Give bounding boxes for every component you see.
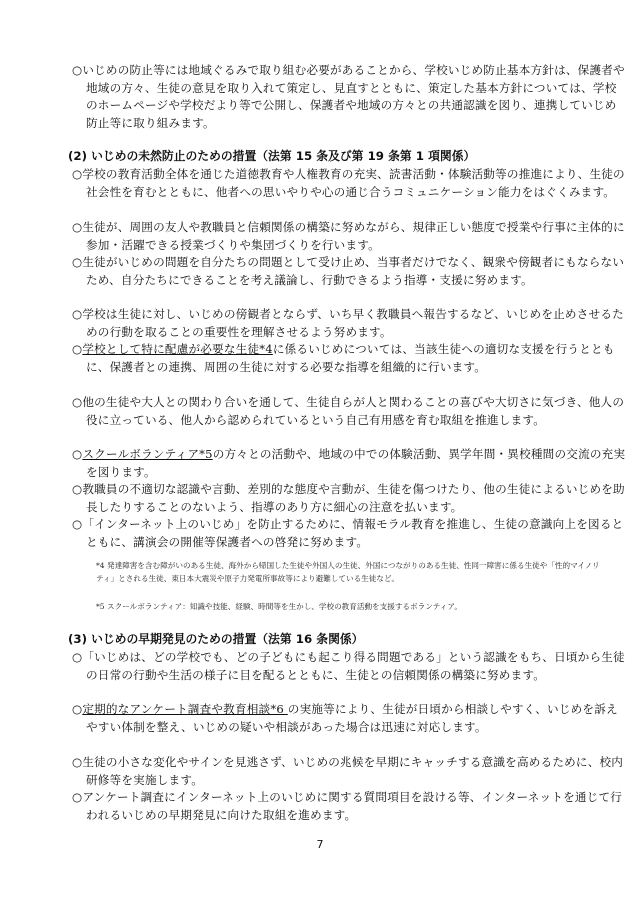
s3-item-2 (72, 701, 626, 736)
s2-item-8: ○教職員の不適切な認識や言動、差別的な態度や言動が、生徒を傷つけたり、他の生徒によるいじめを助長したりすることのないよう、指導のあり方に細心の注意を払います。 (72, 482, 625, 514)
s2-item-7-rest: の方々との活動や、地域の中での体験活動、異学年間・異校種間の交流の充実を図ります。 (86, 447, 626, 479)
s3-item-2-underlined: 定期的なアンケート調査や教育相談*6 (82, 702, 288, 716)
s3-item-4: ○アンケート調査にインターネット上のいじめに関する質問項目を設ける等、インターネットを通じて行われるいじめの早期発見に向けた取組を進めます。 (72, 790, 623, 822)
s3-item-2-rest: の実施等により、生徒が日頃から相談しやすく、いじめを訴えやすい体制を整え、いじめの疑いや相談があった場合は迅速に対応します。 (86, 702, 618, 734)
section-2-heading: (2) いじめの未然防止のための措置（法第 15 条及び第 19 条第 1 項関係） (68, 149, 476, 163)
s3-item-2-prefix: ○ (72, 702, 83, 716)
s2-item-4: ○学校は生徒に対し、いじめの傍観者とならず、いち早く教職員へ報告するなど、いじめを止めさせるための行動を取ることの重要性を理解させるよう努めます。 (72, 307, 624, 339)
s2-item-5-prefix: ○ (72, 342, 83, 356)
s2-item-5-rest: に係るいじめについては、当該生徒への適切な支援を行うとともに、保護者との連携、周囲の生徒に対する必要な指導を組織的に行います。 (86, 342, 615, 374)
s2-item-6: ○他の生徒や大人との関わり合いを通して、生徒自らが人と関わることの喜びや大切さに気づき、他人の役に立っている、他人から認められているという自己有用感を育む取組を推進します。 (72, 395, 625, 427)
s2-item-3: ○生徒がいじめの問題を自分たちの問題として受け止め、当事者だけでなく、観衆や傍観者にもならないため、自分たちにできることを考え議論し、行動できるよう指導・支援に努めます。 (72, 255, 625, 287)
footnote-5: *5 スクールボランティア：知識や技能、経験、時間等を生かし、学校の教育活動を支援するボランティア。 (96, 602, 462, 611)
s2-item-7 (72, 446, 626, 481)
intro-paragraph: ○いじめの防止等には地域ぐるみで取り組む必要があることから、学校いじめ防止基本方針は、保護者や地域の方々、生徒の意見を取り入れて策定し、見直すとともに、策定した基本方針については、学校のホームページや学校だより等で公開し、保護者や地域の方々との共通認識を図り、連携していじめ防止等に取り組みます。 (72, 63, 625, 130)
s2-item-5 (72, 341, 626, 376)
footnote-4: *4 発達障害を含む障がいのある生徒、海外から帰国した生徒や外国人の生徒、外国につながりのある生徒、性同一障害に係る生徒や「性的マイノリティ」とされる生徒、東日本大震災や原子力発電所事故等により避難している生徒など。 (96, 561, 600, 583)
s3-item-1: ○「いじめは、どの学校でも、どの子どもにも起こり得る問題である」という認識をもち、日頃から生徒の日常の行動や生活の様子に目を配るとともに、生徒との信頼関係の構築に努めます。 (72, 650, 625, 682)
s3-item-3: ○生徒の小さな変化やサインを見逃さず、いじめの兆候を早期にキャッチする意識を高めるために、校内研修等を実施します。 (72, 755, 624, 787)
s2-item-7-prefix: ○ (72, 447, 83, 461)
s2-item-5-underlined: 学校として特に配慮が必要な生徒*4 (82, 342, 273, 356)
page-number: 7 (316, 838, 324, 851)
section-3-heading: (3) いじめの早期発見のための措置（法第 16 条関係） (68, 632, 364, 646)
s2-item-1: ○学校の教育活動全体を通じた道徳教育や人権教育の充実、読書活動・体験活動等の推進により、生徒の社会性を育むとともに、他者への思いやりや心の通じ合うコミュニケーション能力をはぐくみます。 (72, 167, 625, 199)
s2-item-7-underlined: スクールボランティア*5 (82, 447, 213, 461)
s2-item-2: ○生徒が、周囲の友人や教職員と信頼関係の構築に努めながら、規律正しい態度で授業や行事に主体的に参加・活躍できる授業づくりや集団づくりを行います。 (72, 220, 625, 252)
s2-item-9: ○「インターネット上のいじめ」を防止するために、情報モラル教育を推進し、生徒の意識向上を図るとともに、講演会の開催等保護者への啓発に努めます。 (72, 517, 624, 549)
